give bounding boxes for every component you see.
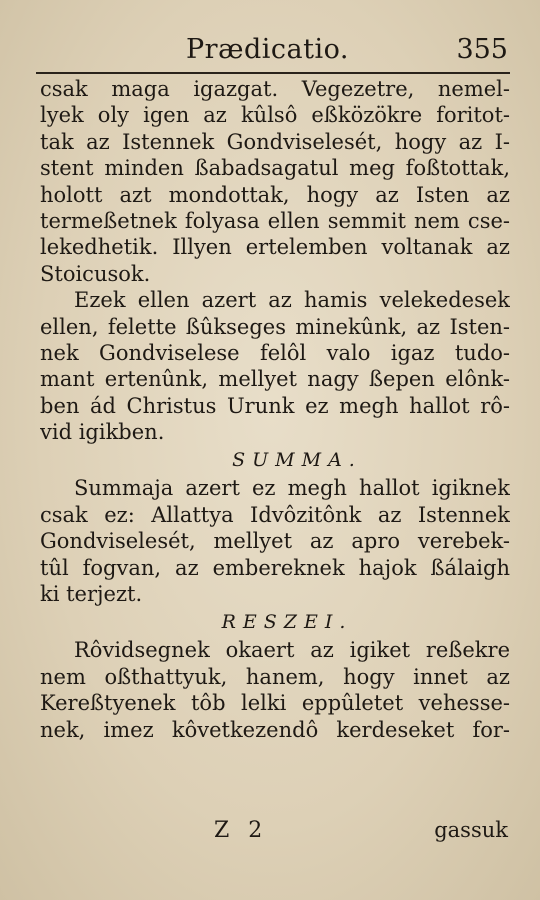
text-line: nek, imez kôvetkezendô kerdeseket for- [40,717,510,742]
text-line: nek Gondviselese felôl valo igaz tudo- [40,340,510,365]
text-line: ellen, felette ßûkseges minekûnk, az Isten- [40,314,510,339]
text-line: csak maga igazgat. Vegezetre, nemel- [40,77,510,101]
text-line: termeßetnek folyasa ellen semmit nem cse- [40,208,510,233]
text-line: vid igikben. [40,420,165,445]
text-line: Kereßtyenek tôb lelki eppûletet vehesse- [40,691,510,716]
text-line: csak ez: Allattya Idvôzitônk az Istennek [40,502,510,527]
page-number: 355 [456,34,508,65]
text-line: Summaja azert ez megh hallot igiknek [74,476,510,501]
text-line: mant ertenûnk, mellyet nagy ßepen elônk- [40,367,510,392]
running-head [36,28,516,72]
text-line: lyek oly igen az kûlsô eßközökre foritot- [40,103,510,128]
text-line: tûl fogvan, az embereknek hajok ßálaigh [40,555,510,580]
text-line: lekedhetik. Illyen ertelemben voltanak az [40,235,510,260]
text-line: stent minden ßabadsagatul meg foßtottak, [40,156,510,181]
text-line: Gondviselesét, mellyet az apro verebek- [40,529,510,554]
body-text [40,76,510,743]
section-heading-reszei: RESZEI. [221,611,353,634]
text-line: holott azt mondottak, hogy az Isten az [40,182,510,207]
text-line: ki terjezt. [40,582,143,607]
text-line: Stoicusok. [40,261,151,286]
text-line: ben ád Christus Urunk ez megh hallot rô- [40,393,510,418]
catchword: gassuk [434,818,508,842]
running-title: Prædicatio. [186,34,349,65]
text-line: Rôvidsegnek okaert az igiket reßekre [74,638,510,663]
text-line: nem oßthattyuk, hanem, hogy innet az [40,664,510,689]
text-line: tak az Istennek Gondviselesét, hogy az I- [40,129,510,154]
section-heading-summa: SUMMA. [232,449,362,472]
header-rule [36,72,510,74]
signature-mark: Z 2 [214,818,269,843]
text-line: Ezek ellen azert az hamis velekedesek [74,288,510,313]
